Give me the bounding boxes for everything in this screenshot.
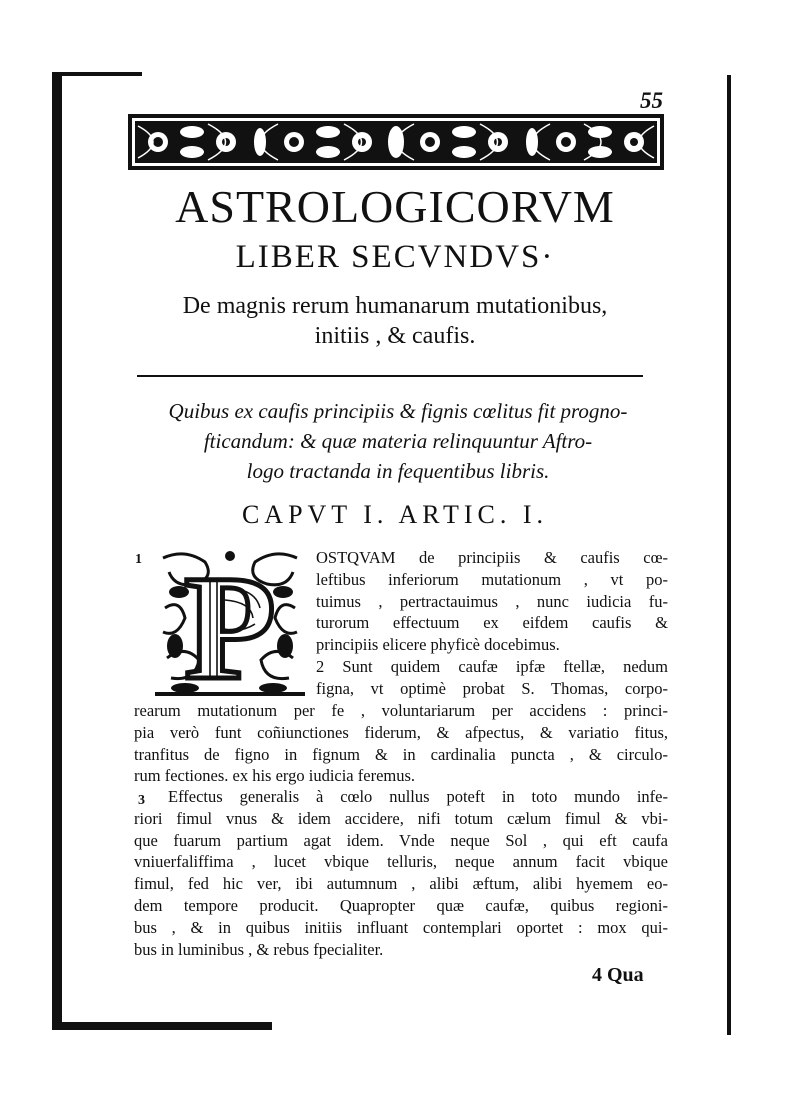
paragraph-three: [134, 786, 668, 960]
text-line: bus in luminibus , & rebus fpecialiter.: [134, 939, 384, 959]
text-line: 2 Sunt quidem caufæ ipfæ ftellæ, nedum: [316, 656, 668, 676]
margin-number: 1: [135, 552, 142, 567]
page-bottom-edge: [52, 1022, 272, 1030]
catchword: 4 Qua: [592, 964, 644, 986]
text-line: fimul, fed hic ver, ibi autumnum , alibi æftum, alibi hyemem eo-: [134, 874, 668, 894]
paragraph-continuation: [134, 700, 668, 787]
text-line: rearum mutationum per fe , voluntariarum per accidens : princi-: [134, 701, 668, 720]
text-line: tranfitus de figno in fignum & in cardinalia puncta , & circulo-: [134, 744, 668, 764]
horizontal-rule: [137, 375, 643, 377]
text-line: tuimus , pertractauimus , nunc iudicia fu-: [316, 591, 668, 611]
paragraph-beside-initial: [316, 547, 668, 700]
summary-line: Quibus ex caufis principiis & fignis cœlitus fit progno-: [168, 399, 628, 423]
text-line: dem tempore producit. Quapropter quæ caufæ, quibus regioni-: [134, 895, 668, 915]
summary-line: logo tractanda in fequentibus libris.: [246, 459, 550, 483]
chapter-summary: [148, 396, 648, 486]
description-line-2: initiis , & caufis.: [314, 323, 476, 349]
chapter-heading: CAPVT I. ARTIC. I.: [241, 500, 549, 529]
book-subtitle: LIBER SECVNDVS·: [235, 239, 555, 275]
text-line: pia verò funt coñiunctiones fiderum, & afpectus, & variatio fitus,: [134, 722, 668, 742]
text-line: OSTQVAM de principiis & caufis cœ-: [316, 548, 668, 567]
book-title: ASTROLOGICORVM: [175, 181, 615, 232]
decorated-initial-p: [155, 548, 305, 696]
text-line: vniuerfaliffima , lucet vbique telluris, neque annum facit vbique: [134, 852, 668, 872]
description-line-1: De magnis rerum humanarum mutationibus,: [182, 293, 608, 319]
text-line: riori fimul vnus & idem accidere, nifi totum cælum fimul & vbi-: [134, 808, 668, 828]
text-line: Effectus generalis à cœlo nullus poteft in toto mundo infe-: [168, 787, 668, 806]
text-line: principiis elicere phyficè docebimus.: [316, 635, 560, 655]
page-left-edge: [52, 72, 62, 1030]
text-line: leftibus inferiorum mutationum , vt po-: [316, 569, 668, 589]
page-right-edge: [727, 75, 731, 1035]
ornamental-headpiece: [128, 114, 664, 170]
text-line: figna, vt optimè probat S. Thomas, corpo-: [316, 678, 668, 698]
page-top-edge: [52, 72, 142, 76]
margin-number: 3: [138, 793, 145, 808]
text-line: que fuarum partium agat idem. Vnde neque Sol , qui eft caufa: [134, 830, 668, 850]
text-line: bus , & in quibus initiis influant contemplari oportet : mox qui-: [134, 917, 668, 937]
summary-line: fticandum: & quæ materia relinquuntur Aftro-: [203, 429, 593, 453]
page-number: 55: [640, 88, 663, 113]
initial-letter-glyph: P: [184, 548, 276, 696]
text-line: turorum effectuum ex eifdem caufis &: [316, 613, 668, 633]
text-line: rum fectiones. ex his ergo iudicia feremus.: [134, 766, 416, 786]
